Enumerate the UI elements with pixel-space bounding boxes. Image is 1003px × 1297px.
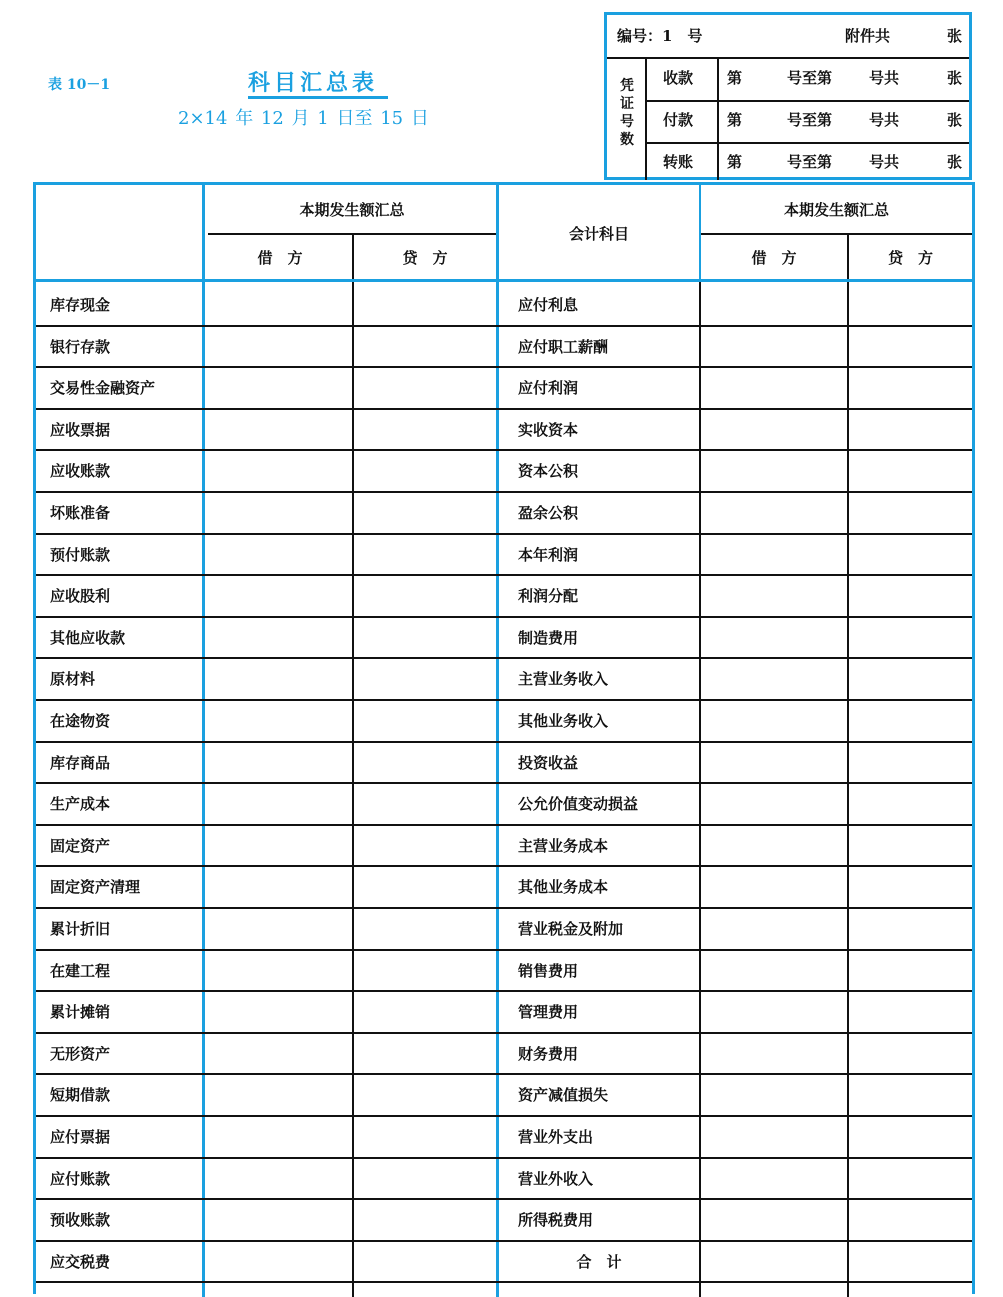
date-day-end-unit: 日: [410, 108, 429, 129]
right-account-name: 资本公积: [518, 462, 579, 481]
right-account-name: 应付利息: [518, 296, 579, 314]
left-account-name: 应付票据: [50, 1128, 111, 1146]
right-account-name: 营业外收入: [518, 1169, 594, 1188]
left-account-name: 固定资产: [50, 836, 111, 855]
header-account: 会计科目: [568, 225, 629, 243]
row-divider: [36, 699, 972, 701]
right-account-name: 财务费用: [518, 1044, 579, 1063]
attachment-unit: 张: [947, 27, 963, 45]
row-divider: [36, 325, 972, 327]
row-divider: [36, 408, 972, 410]
row-divider: [36, 1240, 972, 1242]
voucher-range: 号至第: [787, 69, 833, 87]
right-account-name: 主营业务成本: [518, 836, 609, 855]
row-divider: [36, 1032, 972, 1034]
left-account-name: 应付账款: [50, 1169, 111, 1188]
right-account-name: 利润分配: [518, 587, 579, 606]
row-divider: [36, 1115, 972, 1117]
row-divider: [36, 366, 972, 368]
header-right-summary: 本期发生额汇总: [783, 201, 889, 219]
date-day-start: 1: [317, 108, 329, 129]
row-divider: [36, 491, 972, 493]
side-char: 号: [620, 114, 634, 130]
left-account-name: 其他应收款: [50, 628, 126, 647]
left-account-name: 在建工程: [50, 961, 111, 980]
row-divider: [36, 741, 972, 743]
header-right-credit: 贷 方: [887, 249, 933, 267]
row-divider: [36, 1198, 972, 1200]
date-year-unit: 年: [235, 108, 254, 129]
voucher-first: 第: [727, 111, 743, 129]
header-left-summary: 本期发生额汇总: [299, 201, 405, 219]
row-divider: [36, 1157, 972, 1159]
table-number: 表 10－1: [48, 77, 111, 93]
left-account-name: 在途物资: [50, 712, 111, 730]
page-title: 科目汇总表: [248, 70, 379, 96]
right-account-name: 主营业务收入: [518, 670, 609, 689]
date-month: 12: [260, 108, 284, 129]
row-divider: [36, 533, 972, 535]
date-day-end: 15: [380, 108, 404, 129]
row-divider: [36, 865, 972, 867]
left-account-name: 库存商品: [50, 753, 111, 772]
row-divider: [36, 616, 972, 618]
side-char: 证: [620, 96, 634, 112]
left-account-name: 应收票据: [50, 420, 111, 439]
right-account-name: 营业外支出: [518, 1128, 594, 1146]
left-account-name: 库存现金: [50, 296, 111, 314]
row-divider: [36, 907, 972, 909]
title-underline: [248, 96, 388, 99]
left-account-name: 预收账款: [50, 1211, 111, 1230]
left-account-name: 应收账款: [50, 462, 111, 481]
left-account-name: 原材料: [50, 670, 96, 689]
left-account-name: 累计摊销: [50, 1003, 111, 1022]
voucher-type: 付款: [663, 111, 694, 129]
header-right-debit: 借 方: [751, 249, 797, 267]
summary-table: [33, 182, 975, 1294]
voucher-unit: 张: [947, 153, 963, 171]
voucher-type: 转账: [663, 153, 694, 171]
right-account-name: 应付职工薪酬: [518, 337, 609, 356]
left-account-name: 银行存款: [50, 337, 111, 356]
left-account-name: 交易性金融资产: [50, 379, 156, 398]
header-left-credit: 贷 方: [402, 249, 448, 267]
header-divider: [208, 233, 496, 235]
row-divider: [36, 1281, 972, 1283]
right-account-name: 制造费用: [518, 628, 579, 647]
right-account-name: 本年利润: [518, 545, 579, 564]
column-divider: [847, 235, 849, 1297]
right-account-name: 投资收益: [518, 753, 579, 772]
right-account-name: 应付利润: [518, 379, 579, 398]
row-divider: [36, 990, 972, 992]
left-account-name: 应交税费: [50, 1252, 111, 1271]
left-account-name: 无形资产: [50, 1044, 111, 1063]
row-divider: [36, 574, 972, 576]
left-account-name: 短期借款: [50, 1086, 111, 1105]
right-account-name: 盈余公积: [518, 504, 579, 522]
row-divider: [36, 1073, 972, 1075]
voucher-box: [604, 12, 972, 180]
row-divider: [36, 949, 972, 951]
side-char: 凭: [620, 78, 634, 94]
column-divider: [352, 235, 354, 1297]
right-account-name: 所得税费用: [518, 1211, 594, 1230]
voucher-number-label: 编号：1 号: [617, 27, 703, 45]
attachment-label: 附件共: [845, 27, 891, 45]
voucher-first: 第: [727, 69, 743, 87]
left-account-name: 生产成本: [50, 795, 111, 814]
voucher-total: 号共: [869, 111, 900, 129]
right-account-name: 公允价值变动损益: [518, 795, 639, 814]
right-account-name: 实收资本: [518, 420, 579, 439]
voucher-unit: 张: [947, 69, 963, 87]
date-year: 2×14: [178, 108, 228, 129]
right-account-name: 资产减值损失: [518, 1086, 609, 1105]
date-month-unit: 月: [291, 108, 310, 129]
row-divider: [36, 657, 972, 659]
voucher-first: 第: [727, 153, 743, 171]
voucher-total: 号共: [869, 153, 900, 171]
voucher-range: 号至第: [787, 153, 833, 171]
voucher-unit: 张: [947, 111, 963, 129]
right-account-name: 其他业务成本: [518, 878, 609, 897]
row-divider: [36, 824, 972, 826]
left-account-name: 固定资产清理: [50, 878, 141, 897]
voucher-type: 收款: [663, 69, 694, 87]
side-char: 数: [620, 132, 634, 148]
left-account-name: 应收股利: [50, 587, 111, 606]
right-account-name: 管理费用: [518, 1003, 579, 1022]
right-account-name: 其他业务收入: [518, 712, 609, 730]
left-account-name: 累计折旧: [50, 920, 111, 938]
row-divider: [36, 782, 972, 784]
left-account-name: 预付账款: [50, 545, 111, 564]
date-range: [178, 104, 431, 130]
voucher-side-label: [615, 77, 639, 149]
date-day-start-unit: 日至: [336, 108, 373, 129]
header-left-debit: 借 方: [257, 249, 303, 267]
header-divider: [701, 233, 972, 235]
row-divider: [36, 449, 972, 451]
total-label: 合 计: [576, 1252, 622, 1271]
header-bottom-border: [36, 279, 972, 282]
left-account-name: 坏账准备: [50, 504, 111, 522]
right-account-name: 销售费用: [518, 961, 579, 980]
voucher-range: 号至第: [787, 111, 833, 129]
right-account-name: 营业税金及附加: [518, 920, 624, 938]
voucher-total: 号共: [869, 69, 900, 87]
